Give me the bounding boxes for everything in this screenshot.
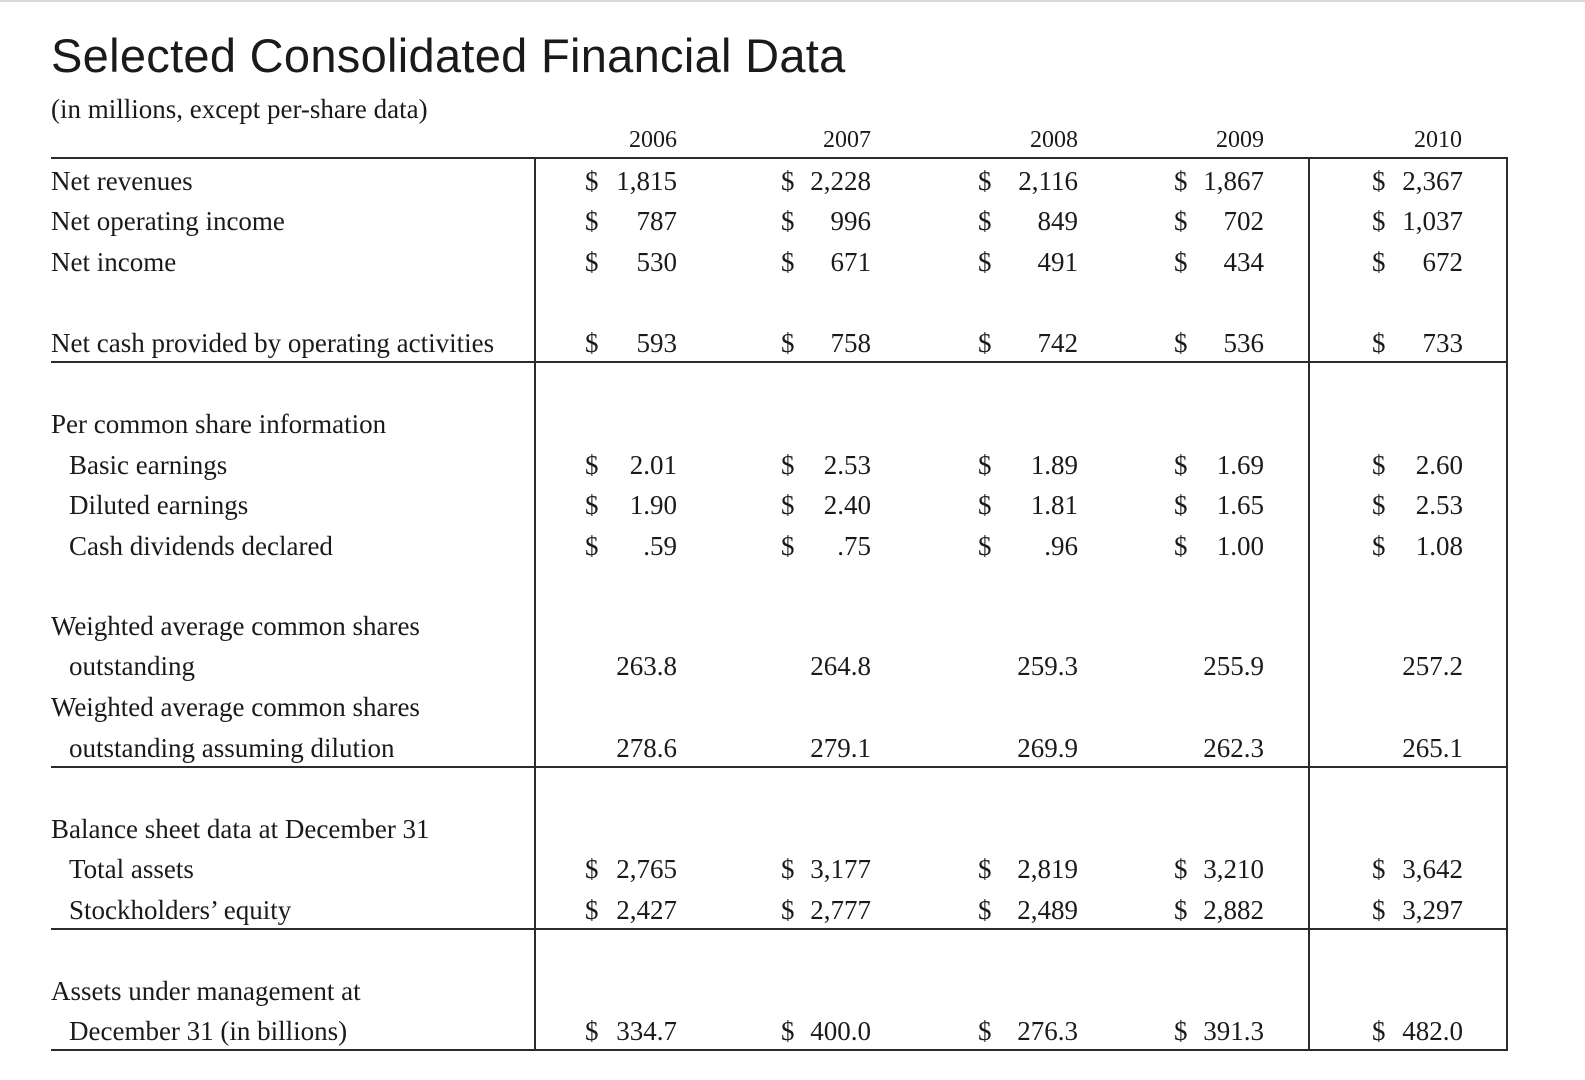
cell-cash-dividends-2010 xyxy=(1372,531,1463,565)
currency-symbol: $ xyxy=(585,166,599,196)
cell-value: 255.9 xyxy=(1203,651,1264,681)
cell-total-assets-2008 xyxy=(978,854,1078,888)
cell-value: 262.3 xyxy=(1203,733,1264,763)
cell-wavg-shares-2009 xyxy=(1174,651,1264,685)
currency-symbol: $ xyxy=(1174,450,1188,480)
cell-value: 733 xyxy=(1422,328,1463,358)
cell-net-cash-2009 xyxy=(1174,328,1264,362)
currency-symbol: $ xyxy=(1174,328,1188,358)
cell-basic-earnings-2007 xyxy=(781,450,871,484)
cell-value: 758 xyxy=(830,328,871,358)
currency-symbol: $ xyxy=(585,490,599,520)
cell-stockholders-equity-2009 xyxy=(1174,895,1264,929)
currency-symbol: $ xyxy=(1174,206,1188,236)
cell-value: 269.9 xyxy=(1017,733,1078,763)
cell-value: 996 xyxy=(830,206,871,236)
row-label-wavg-shares-line1: Weighted average common shares xyxy=(51,611,420,641)
cell-net-cash-2006 xyxy=(585,328,677,362)
year-header-2006: 2006 xyxy=(629,127,677,153)
currency-symbol: $ xyxy=(781,490,795,520)
currency-symbol: $ xyxy=(585,450,599,480)
row-label-wavg-diluted-line1: Weighted average common shares xyxy=(51,692,420,722)
cell-net-cash-2007 xyxy=(781,328,871,362)
cell-value: 279.1 xyxy=(810,733,871,763)
currency-symbol: $ xyxy=(1372,854,1386,884)
page-title: Selected Consolidated Financial Data xyxy=(51,29,846,82)
column-rule-2010 xyxy=(1308,157,1310,1051)
cell-net-income-2010 xyxy=(1372,247,1463,281)
currency-symbol: $ xyxy=(1372,247,1386,277)
row-label-total-assets: Total assets xyxy=(69,854,194,884)
cell-value: 1.89 xyxy=(1030,450,1078,480)
cell-value: 265.1 xyxy=(1402,733,1463,763)
cell-value: 2.53 xyxy=(1415,490,1463,520)
year-header-2010: 2010 xyxy=(1414,127,1462,153)
cell-value: .75 xyxy=(837,531,871,561)
row-label-cash-dividends: Cash dividends declared xyxy=(69,531,333,561)
section-heading-balance-sheet: Balance sheet data at December 31 xyxy=(51,814,430,844)
cell-value: 2,819 xyxy=(1017,854,1078,884)
currency-symbol: $ xyxy=(978,450,992,480)
row-label-net-cash: Net cash provided by operating activities xyxy=(51,328,495,358)
cell-aum-2010 xyxy=(1372,1016,1463,1050)
currency-symbol: $ xyxy=(781,206,795,236)
cell-basic-earnings-2008 xyxy=(978,450,1078,484)
cell-value: 672 xyxy=(1422,247,1463,277)
year-header-2009: 2009 xyxy=(1216,127,1264,153)
column-rule-left xyxy=(534,157,536,1051)
cell-net-income-2007 xyxy=(781,247,871,281)
cell-total-assets-2009 xyxy=(1174,854,1264,888)
currency-symbol: $ xyxy=(585,206,599,236)
currency-symbol: $ xyxy=(978,166,992,196)
cell-aum-2006 xyxy=(585,1016,677,1050)
currency-symbol: $ xyxy=(1174,1016,1188,1046)
currency-symbol: $ xyxy=(585,895,599,925)
cell-wavg-shares-2008 xyxy=(978,651,1078,685)
currency-symbol: $ xyxy=(978,531,992,561)
cell-value: 530 xyxy=(636,247,677,277)
cell-net-operating-income-2008 xyxy=(978,206,1078,240)
cell-diluted-earnings-2009 xyxy=(1174,490,1264,524)
currency-symbol: $ xyxy=(978,206,992,236)
cell-value: 2.01 xyxy=(629,450,677,480)
row-label-wavg-diluted-line2: outstanding assuming dilution xyxy=(69,733,395,763)
currency-symbol: $ xyxy=(1174,895,1188,925)
currency-symbol: $ xyxy=(781,328,795,358)
cell-value: 491 xyxy=(1037,247,1078,277)
cell-basic-earnings-2009 xyxy=(1174,450,1264,484)
currency-symbol: $ xyxy=(1372,206,1386,236)
currency-symbol: $ xyxy=(781,1016,795,1046)
currency-symbol: $ xyxy=(978,490,992,520)
cell-wavg-shares-2006 xyxy=(585,651,677,685)
cell-net-revenues-2008 xyxy=(978,166,1078,200)
currency-symbol: $ xyxy=(1372,1016,1386,1046)
cell-net-income-2008 xyxy=(978,247,1078,281)
cell-value: 482.0 xyxy=(1402,1016,1463,1046)
cell-net-revenues-2007 xyxy=(781,166,871,200)
section-rule-2 xyxy=(51,766,1508,768)
currency-symbol: $ xyxy=(1174,854,1188,884)
cell-value: 264.8 xyxy=(810,651,871,681)
cell-net-revenues-2009 xyxy=(1174,166,1264,200)
cell-stockholders-equity-2008 xyxy=(978,895,1078,929)
cell-diluted-earnings-2007 xyxy=(781,490,871,524)
cell-diluted-earnings-2008 xyxy=(978,490,1078,524)
currency-symbol: $ xyxy=(781,895,795,925)
cell-value: 3,177 xyxy=(810,854,871,884)
cell-aum-2007 xyxy=(781,1016,871,1050)
cell-stockholders-equity-2007 xyxy=(781,895,871,929)
cell-value: 1,037 xyxy=(1402,206,1463,236)
cell-value: 257.2 xyxy=(1402,651,1463,681)
currency-symbol: $ xyxy=(1372,531,1386,561)
section-rule-3 xyxy=(51,928,1508,930)
cell-value: 787 xyxy=(636,206,677,236)
cell-value: 536 xyxy=(1223,328,1264,358)
cell-value: 263.8 xyxy=(616,651,677,681)
cell-net-cash-2010 xyxy=(1372,328,1463,362)
cell-value: 3,642 xyxy=(1402,854,1463,884)
cell-value: 278.6 xyxy=(616,733,677,763)
currency-symbol: $ xyxy=(585,854,599,884)
cell-diluted-earnings-2010 xyxy=(1372,490,1463,524)
cell-value: 1,867 xyxy=(1203,166,1264,196)
row-label-diluted-earnings: Diluted earnings xyxy=(69,490,249,520)
cell-cash-dividends-2006 xyxy=(585,531,677,565)
row-label-net-income: Net income xyxy=(51,247,177,277)
currency-symbol: $ xyxy=(781,854,795,884)
cell-cash-dividends-2008 xyxy=(978,531,1078,565)
cell-value: 1.81 xyxy=(1030,490,1078,520)
cell-value: 1.08 xyxy=(1415,531,1463,561)
cell-basic-earnings-2006 xyxy=(585,450,677,484)
page-subtitle: (in millions, except per-share data) xyxy=(51,94,428,124)
cell-wavg-shares-diluted-2006 xyxy=(585,733,677,767)
currency-symbol: $ xyxy=(1174,166,1188,196)
cell-value: 400.0 xyxy=(810,1016,871,1046)
cell-diluted-earnings-2006 xyxy=(585,490,677,524)
cell-wavg-shares-diluted-2007 xyxy=(781,733,871,767)
table-bottom-rule xyxy=(51,1049,1508,1051)
cell-net-income-2006 xyxy=(585,247,677,281)
currency-symbol: $ xyxy=(1372,166,1386,196)
cell-net-revenues-2010 xyxy=(1372,166,1463,200)
currency-symbol: $ xyxy=(1372,895,1386,925)
currency-symbol: $ xyxy=(1174,531,1188,561)
currency-symbol: $ xyxy=(781,450,795,480)
cell-basic-earnings-2010 xyxy=(1372,450,1463,484)
currency-symbol: $ xyxy=(978,1016,992,1046)
cell-net-operating-income-2010 xyxy=(1372,206,1463,240)
cell-wavg-shares-2010 xyxy=(1372,651,1463,685)
currency-symbol: $ xyxy=(1372,450,1386,480)
cell-aum-2009 xyxy=(1174,1016,1264,1050)
cell-value: .96 xyxy=(1044,531,1078,561)
cell-net-operating-income-2009 xyxy=(1174,206,1264,240)
cell-total-assets-2007 xyxy=(781,854,871,888)
cell-value: 593 xyxy=(636,328,677,358)
cell-value: 702 xyxy=(1223,206,1264,236)
cell-value: 1.90 xyxy=(629,490,677,520)
cell-wavg-shares-diluted-2010 xyxy=(1372,733,1463,767)
cell-value: 2,228 xyxy=(810,166,871,196)
cell-value: 3,297 xyxy=(1402,895,1463,925)
cell-value: 2,367 xyxy=(1402,166,1463,196)
year-header-2007: 2007 xyxy=(823,127,871,153)
currency-symbol: $ xyxy=(1174,490,1188,520)
cell-net-income-2009 xyxy=(1174,247,1264,281)
cell-cash-dividends-2009 xyxy=(1174,531,1264,565)
currency-symbol: $ xyxy=(1174,247,1188,277)
cell-value: 1,815 xyxy=(616,166,677,196)
cell-value: 1.69 xyxy=(1216,450,1264,480)
cell-value: 1.65 xyxy=(1216,490,1264,520)
currency-symbol: $ xyxy=(978,247,992,277)
cell-net-operating-income-2006 xyxy=(585,206,677,240)
cell-value: 2,489 xyxy=(1017,895,1078,925)
column-rule-right xyxy=(1506,157,1508,1051)
cell-value: 3,210 xyxy=(1203,854,1264,884)
cell-value: 276.3 xyxy=(1017,1016,1078,1046)
currency-symbol: $ xyxy=(978,328,992,358)
section-rule-1 xyxy=(51,361,1508,363)
row-label-aum-line2: December 31 (in billions) xyxy=(69,1016,348,1046)
cell-stockholders-equity-2006 xyxy=(585,895,677,929)
cell-value: 2,765 xyxy=(616,854,677,884)
cell-value: 2.60 xyxy=(1415,450,1463,480)
cell-value: 259.3 xyxy=(1017,651,1078,681)
cell-value: 2,882 xyxy=(1203,895,1264,925)
currency-symbol: $ xyxy=(585,531,599,561)
cell-value: 2,116 xyxy=(1018,166,1078,196)
cell-net-operating-income-2007 xyxy=(781,206,871,240)
cell-value: 742 xyxy=(1037,328,1078,358)
cell-value: 2,777 xyxy=(810,895,871,925)
cell-value: 391.3 xyxy=(1203,1016,1264,1046)
currency-symbol: $ xyxy=(781,247,795,277)
cell-cash-dividends-2007 xyxy=(781,531,871,565)
currency-symbol: $ xyxy=(781,166,795,196)
cell-value: 849 xyxy=(1037,206,1078,236)
cell-net-cash-2008 xyxy=(978,328,1078,362)
cell-net-revenues-2006 xyxy=(585,166,677,200)
row-label-wavg-shares-line2: outstanding xyxy=(69,651,195,681)
row-label-stockholders-equity: Stockholders’ equity xyxy=(69,895,292,925)
cell-value: 2,427 xyxy=(616,895,677,925)
currency-symbol: $ xyxy=(978,854,992,884)
cell-value: 1.00 xyxy=(1216,531,1264,561)
cell-wavg-shares-diluted-2009 xyxy=(1174,733,1264,767)
currency-symbol: $ xyxy=(1372,328,1386,358)
row-label-net-revenues: Net revenues xyxy=(51,166,193,196)
currency-symbol: $ xyxy=(978,895,992,925)
cell-value: 434 xyxy=(1223,247,1264,277)
year-header-2008: 2008 xyxy=(1030,127,1078,153)
currency-symbol: $ xyxy=(585,247,599,277)
top-border xyxy=(0,0,1585,2)
cell-wavg-shares-2007 xyxy=(781,651,871,685)
cell-value: 671 xyxy=(830,247,871,277)
row-label-aum-line1: Assets under management at xyxy=(51,976,361,1006)
currency-symbol: $ xyxy=(585,328,599,358)
cell-total-assets-2006 xyxy=(585,854,677,888)
row-label-net-operating-income: Net operating income xyxy=(51,206,285,236)
cell-total-assets-2010 xyxy=(1372,854,1463,888)
cell-aum-2008 xyxy=(978,1016,1078,1050)
cell-stockholders-equity-2010 xyxy=(1372,895,1463,929)
cell-value: 2.53 xyxy=(823,450,871,480)
cell-value: .59 xyxy=(643,531,677,561)
row-label-basic-earnings: Basic earnings xyxy=(69,450,228,480)
currency-symbol: $ xyxy=(585,1016,599,1046)
cell-value: 2.40 xyxy=(823,490,871,520)
currency-symbol: $ xyxy=(781,531,795,561)
section-heading-per-share: Per common share information xyxy=(51,409,387,439)
cell-value: 334.7 xyxy=(616,1016,677,1046)
table-top-rule xyxy=(51,157,1508,159)
currency-symbol: $ xyxy=(1372,490,1386,520)
cell-wavg-shares-diluted-2008 xyxy=(978,733,1078,767)
